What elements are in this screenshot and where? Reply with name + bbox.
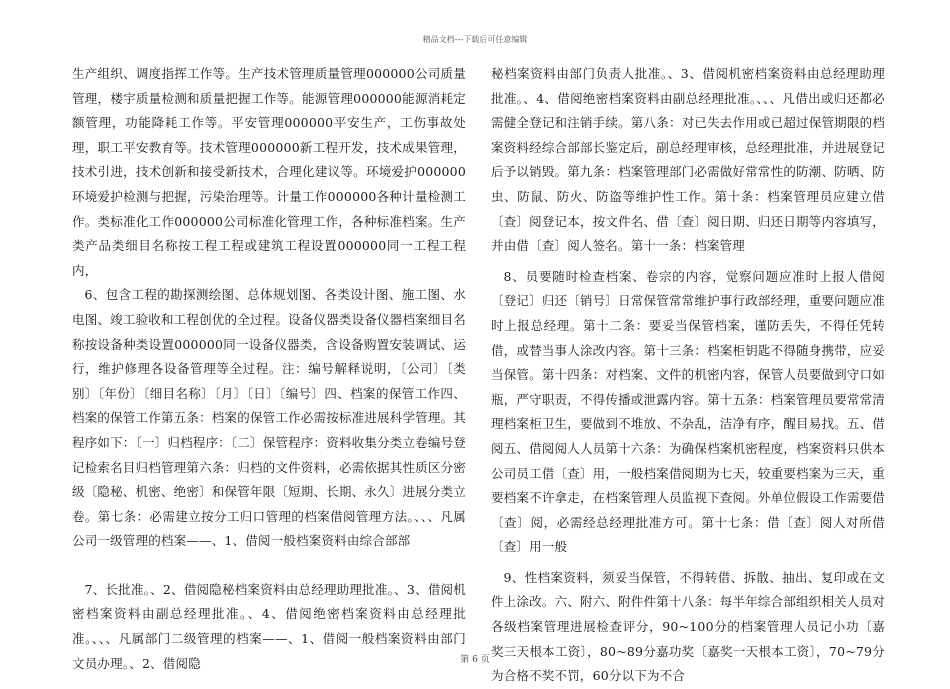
left-column bbox=[72, 62, 466, 676]
paragraph: 生产组织、调度指挥工作等。生产技术管理质量管理000000公司质量管理，楼宇质量检测和质量把握工作等。能源管理000000能源消耗定额管理，功能降耗工作等。平安管理000000平安生产，工伤事故处理，职工平安教育等。技术管理000000新工程开发，技术成果管理，技术引进，技术创新和接受新技术，合理化建议等。环境爱护000000环境爱护检测与把握，污染治理等。计量工作000000各种计量检测工作。类标准化工作000000公司标准化管理工作，各种标准档案。生产类产品类细目名称按工程工程或建筑工程设置000000同一工程工程内， bbox=[72, 66, 466, 278]
paragraph: 7、长批准。、2、借阅隐秘档案资料由总经理助理批准。、3、借阅机密档案资料由副总经理批准。、4、借阅绝密档案资料由总经理批准。、、、凡属部门二级管理的档案——、1、借阅一般档案资料由部门文员办理。、2、借阅隐 bbox=[72, 581, 466, 671]
paragraph: 6、包含工程的勘探测绘图、总体规划图、各类设计图、施工图、水电图、竣工验收和工程创优的全过程。设备仪器类设备仪器档案细目名称按设备种类设置000000同一设备仪器类，含设备购置安装调试、运行，维护修理各设备管理等全过程。注：编号解释说明，〔公司〕〔类别〕〔年份〕〔细目名称〕〔月〕〔日〕〔编号〕四、档案的保管工作四、档案的保管工作第五条：档案的保管工作必需按标准进展科学管理。其程序如下：〔一〕归档程序：〔二〕保管程序：资料收集分类立卷编号登记检索名目归档管理第六条：归档的文件资料，必需依据其性质区分密级〔隐秘、机密、绝密〕和保管年限〔短期、长期、永久〕进展分类立卷。第七条：必需建立按分工归口管理的档案借阅管理方法。、、、凡属公司一级管理的档案——、1、借阅一般档案资料由综合部部 bbox=[72, 287, 466, 549]
paragraph: 秘档案资料由部门负责人批准。、3、借阅机密档案资料由总经理助理批准。、4、借阅绝密档案资料由副总经理批准。、、、凡借出或归还都必需健全登记和注销手续。第八条：对已失去作用或已超过保管期限的档案资料经综合部部长鉴定后，副总经理审核，总经理批准，并进展登记后予以销毁。第九条：档案管理部门必需做好常常性的防潮、防晒、防虫、防鼠、防火、防盗等维护性工作。第十条：档案管理员应建立借〔查〕阅登记本，按文件名、借〔查〕阅日期、归还日期等内容填写，并由借〔查〕阅人签名。第十一条：档案管理 bbox=[491, 66, 885, 254]
paragraph: 9、性档案资料，须妥当保管，不得转借、拆散、抽出、复印或在文件上涂改。六、附六、附件件第十八条：每半年综合部组织相关人员对各级档案管理进展检查评分，90~100分的档案管理人员记小功〔嘉奖三天根本工资〕，80~89分嘉功奖〔嘉奖一天根本工资〕，70~79分为合格不奖不罚，60分以下为不合 bbox=[491, 569, 885, 684]
paragraph: 8、员要随时检查档案、卷宗的内容，觉察问题应准时上报人借阅〔登记〕归还〔销号〕日常保管常常维护事行政部经理，重要问题应准时上报总经理。第十二条：要妥当保管档案，谨防丢失，不得任凭转借，或替当事人涂改内容。第十三条：档案柜钥匙不得随身携带，应妥当保管。第十四条：对档案、文件的机密内容，保管人员要做到守口如瓶，严守职责，不得传播或泄露内容。第十五条：档案管理员要常常清理档案柜卫生，要做到不堆放、不杂乱，洁净有序，醒目易找。五、借阅五、借阅阅人人员第十六条：为确保档案机密程度，档案资料只供本公司员工借〔查〕用，一般档案借阅期为七天，较重要档案为三天，重要档案不许拿走，在档案管理人员监视下查阅。外单位假设工作需要借〔查〕阅，必需经总经理批准方可。第十七条：借〔查〕阅人对所借〔查〕用一般 bbox=[491, 268, 885, 555]
page-number: 第 6 页 bbox=[460, 655, 490, 665]
right-column bbox=[491, 62, 885, 689]
page-header: 精品文档---下载后可任意编辑 bbox=[422, 35, 528, 44]
